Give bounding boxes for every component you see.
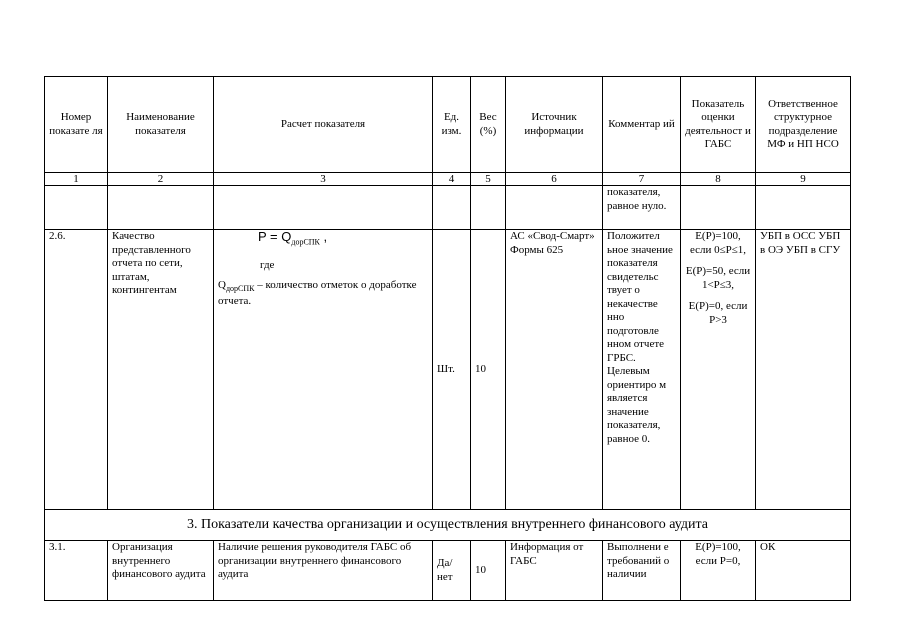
- section-title: 3. Показатели качества организации и осуществления внутреннего финансового аудита: [45, 510, 851, 541]
- header-number: Номер показате ля: [45, 77, 108, 173]
- header-comment: Комментар ий: [603, 77, 681, 173]
- formula-tail: ,: [319, 229, 328, 244]
- column-number: 8: [681, 173, 756, 186]
- indicator-calculation: Наличие решения руководителя ГАБС об организации внутреннего финансового аудита: [214, 541, 433, 601]
- indicator-calculation: [214, 230, 433, 510]
- definition-symbol: Q: [218, 278, 226, 291]
- column-number: 5: [471, 173, 506, 186]
- formula-definition: [218, 279, 428, 309]
- header-assessment: Показатель оценки деятельност и ГАБС: [681, 77, 756, 173]
- continuation-comment: показателя, равное нуло.: [603, 186, 681, 230]
- table-cell: [45, 186, 108, 230]
- column-number: 9: [756, 173, 851, 186]
- indicator-responsible: ОК: [756, 541, 851, 601]
- header-responsible: Ответственное структурное подразделение МФ и НП НСО: [756, 77, 851, 173]
- header-source: Источник информации: [506, 77, 603, 173]
- indicator-source: АС «Свод-Смарт» Формы 625: [506, 230, 603, 510]
- header-row: [45, 77, 851, 173]
- indicator-responsible: УБП в ОСС УБП в ОЭ УБП в СГУ: [756, 230, 851, 510]
- criterion-3: E(P)=0, если P>3: [688, 300, 748, 326]
- criterion-2: E(P)=50, если 1<P≤3,: [685, 265, 751, 291]
- header-name: Наименование показателя: [108, 77, 214, 173]
- header-calculation: Расчет показателя: [214, 77, 433, 173]
- indicator-name: Организация внутреннего финансового аудита: [108, 541, 214, 601]
- definition-subscript: дорСПК: [225, 283, 255, 293]
- indicator-weight: 10: [471, 230, 506, 510]
- table-cell: [433, 186, 471, 230]
- header-unit: Ед. изм.: [433, 77, 471, 173]
- continuation-row: [45, 186, 851, 230]
- formula-lhs: P = Q: [258, 229, 292, 244]
- indicator-comment: Положител ьное значение показателя свидетельс твует о некачестве нно подготовле нном отчете ГРБС. Целевым ориентиро м является значение показателя, равное 0.: [603, 230, 681, 510]
- indicator-weight: 10: [471, 541, 506, 601]
- column-number: 2: [108, 173, 214, 186]
- table-row-2-6: [45, 230, 851, 510]
- indicator-number: 3.1.: [45, 541, 108, 601]
- table-row-3-1: [45, 541, 851, 601]
- indicator-source: Информация от ГАБС: [506, 541, 603, 601]
- criterion-1: E(P)=100, если 0≤P≤1,: [689, 230, 747, 256]
- formula: [218, 230, 428, 249]
- table-cell: [506, 186, 603, 230]
- column-number: 7: [603, 173, 681, 186]
- indicator-criteria: [681, 230, 756, 510]
- indicator-criteria: E(P)=100, если P=0,: [681, 541, 756, 601]
- formula-where: где: [260, 259, 275, 272]
- table-cell: [756, 186, 851, 230]
- column-number: 1: [45, 173, 108, 186]
- formula-subscript: дорСПК: [291, 237, 320, 247]
- column-number: 4: [433, 173, 471, 186]
- column-number-row: [45, 173, 851, 186]
- table-cell: [108, 186, 214, 230]
- table-cell: [471, 186, 506, 230]
- indicator-number: 2.6.: [45, 230, 108, 510]
- table-cell: [681, 186, 756, 230]
- indicator-name: Качество представленного отчета по сети, штатам, контингентам: [108, 230, 214, 510]
- definition-text: – количество отметок о доработке отчета.: [218, 278, 417, 308]
- section-header-row: [45, 510, 851, 541]
- indicators-table: [44, 76, 851, 601]
- column-number: 3: [214, 173, 433, 186]
- header-weight: Вес (%): [471, 77, 506, 173]
- table-cell: [214, 186, 433, 230]
- indicator-unit: Да/ нет: [433, 541, 471, 601]
- column-number: 6: [506, 173, 603, 186]
- indicator-comment: Выполнени е требований о наличии: [603, 541, 681, 601]
- indicator-unit: Шт.: [433, 230, 471, 510]
